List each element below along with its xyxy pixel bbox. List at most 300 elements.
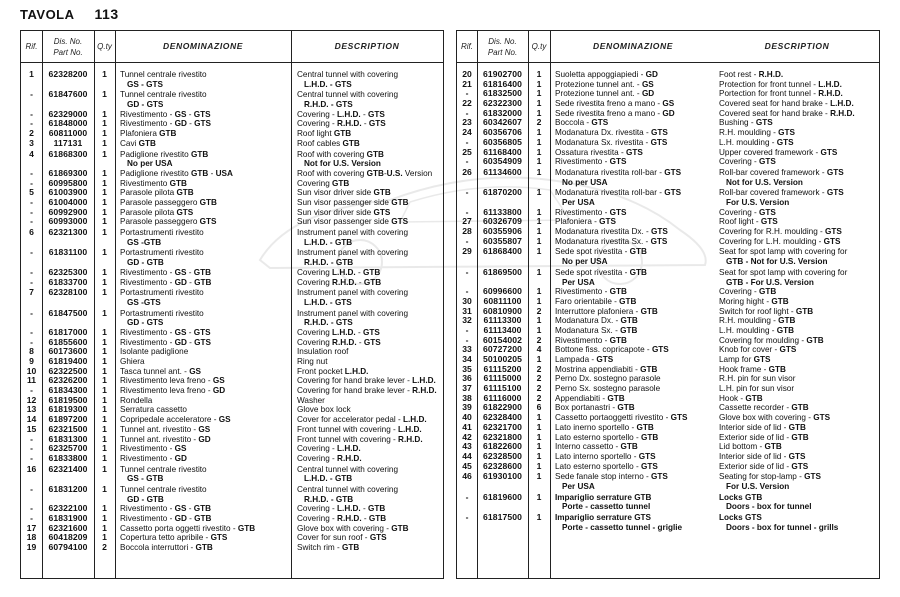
table-row bbox=[457, 513, 879, 532]
description-cell bbox=[719, 118, 773, 128]
header-dis-no: Dis. No. bbox=[488, 36, 517, 46]
denominazione-text: Impariglio serrature GTB bbox=[555, 492, 652, 502]
description-text: Covering - GTS bbox=[719, 207, 776, 217]
quantity: 1 bbox=[536, 216, 542, 227]
denominazione-note: No per USA bbox=[562, 257, 608, 267]
description-text: Glove box lock bbox=[297, 405, 351, 415]
description-text: Switch for roof light - GTB bbox=[719, 306, 814, 316]
description-cell bbox=[719, 217, 778, 227]
denominazione-text: Suoletta appoggiapiedi - GD bbox=[555, 70, 658, 79]
table-row bbox=[21, 543, 443, 553]
table-row bbox=[21, 485, 443, 504]
denominazione-cell bbox=[120, 425, 210, 435]
part-number: 62325700 bbox=[48, 443, 88, 454]
description-text: Front pocket L.H.D. bbox=[297, 366, 369, 376]
header-denominazione: DENOMINAZIONE bbox=[592, 41, 674, 51]
denominazione-cell bbox=[120, 208, 193, 218]
part-number: 61115200 bbox=[483, 363, 522, 374]
table-row bbox=[457, 168, 879, 187]
part-number: 61115100 bbox=[483, 383, 522, 394]
quantity: 1 bbox=[102, 443, 107, 454]
description-cell bbox=[297, 248, 408, 267]
denominazione-text: Rivestimento - GTS bbox=[555, 157, 627, 167]
part-number: 60356805 bbox=[482, 136, 523, 147]
part-number: 61847500 bbox=[48, 307, 88, 318]
description-cell bbox=[719, 188, 844, 207]
description-text: Covering - R.H.D. - GTB bbox=[297, 514, 387, 524]
rows-right bbox=[457, 70, 879, 532]
part-number: 60794100 bbox=[48, 542, 88, 553]
description-cell bbox=[297, 514, 386, 524]
ref-number: - bbox=[30, 336, 33, 347]
description-text: Covering for R.H. moulding - GTS bbox=[719, 227, 842, 237]
denominazione-cell bbox=[120, 415, 231, 425]
description-note: Not for U.S. Version bbox=[726, 177, 803, 187]
denominazione-text: Sede rivestita freno a mano - GS bbox=[555, 99, 675, 109]
quantity: 1 bbox=[536, 471, 542, 482]
part-number: 61930100 bbox=[482, 471, 523, 482]
description-text: Roof cables GTB bbox=[297, 138, 360, 148]
description-text: Roof light - GTS bbox=[719, 217, 778, 227]
quantity: 1 bbox=[102, 137, 107, 148]
part-number: 60356706 bbox=[482, 127, 523, 138]
denominazione-note: No per USA bbox=[562, 177, 608, 187]
description-cell bbox=[297, 454, 362, 464]
quantity: 1 bbox=[536, 286, 542, 297]
denominazione-cell bbox=[120, 485, 207, 504]
part-number: 61115000 bbox=[483, 373, 522, 384]
part-number: 62321600 bbox=[48, 522, 88, 533]
ref-number: 12 bbox=[26, 394, 37, 405]
description-note: L.H.D. - GTB bbox=[304, 237, 353, 247]
ref-number: - bbox=[30, 307, 33, 318]
quantity: 1 bbox=[102, 89, 107, 100]
ref-number: 30 bbox=[462, 295, 472, 306]
quantity: 1 bbox=[536, 107, 542, 118]
description-text: L.H. pin for sun visor bbox=[719, 384, 795, 394]
description-text: R.H. pin for sun visor bbox=[719, 374, 796, 384]
denominazione-text: Parasole passeggero GTS bbox=[120, 217, 217, 227]
denominazione-text: Copertura tetto apribile - GTS bbox=[120, 533, 228, 543]
denominazione-text: Tunnel centrale rivestito bbox=[120, 464, 207, 474]
quantity: 1 bbox=[102, 118, 107, 129]
denominazione-text: Modanatura rivestita Dx. - GTS bbox=[555, 227, 668, 237]
description-text: Interior side of lid - GTB bbox=[719, 422, 806, 432]
denominazione-cell bbox=[555, 118, 608, 128]
description-text: Exterior side of lid - GTS bbox=[719, 461, 809, 471]
quantity: 2 bbox=[536, 117, 542, 128]
ref-number: 33 bbox=[462, 344, 472, 355]
description-text: Glove box with covering - GTS bbox=[719, 413, 831, 423]
part-number: 61831200 bbox=[48, 484, 88, 494]
denominazione-cell bbox=[120, 347, 188, 357]
part-number: 61819300 bbox=[48, 404, 88, 415]
quantity: 1 bbox=[536, 127, 542, 138]
part-number: 61868400 bbox=[482, 246, 523, 257]
description-text: Covering - GTS bbox=[719, 157, 776, 167]
description-cell bbox=[719, 336, 824, 346]
quantity: 1 bbox=[102, 266, 107, 277]
description-text: Central tunnel with covering bbox=[297, 70, 399, 79]
quantity: 1 bbox=[102, 187, 107, 198]
ref-number: 16 bbox=[26, 463, 37, 474]
denominazione-cell bbox=[555, 217, 616, 227]
quantity: 2 bbox=[536, 363, 542, 374]
denominazione-text: Impariglio serrature GTS bbox=[555, 513, 652, 523]
description-text: Covering for hand brake lever - R.H.D. bbox=[297, 386, 437, 396]
description-cell bbox=[719, 237, 841, 247]
denominazione-text: Rivestimento - GD - GTB bbox=[120, 277, 212, 287]
ref-number: 6 bbox=[29, 227, 34, 238]
denominazione-cell bbox=[555, 442, 638, 452]
denominazione-cell bbox=[555, 423, 654, 433]
denominazione-cell bbox=[555, 89, 654, 99]
header-qty: Q.ty bbox=[531, 42, 547, 51]
description-text: Covering - L.H.D. - GTB bbox=[297, 504, 386, 514]
ref-number: 13 bbox=[26, 404, 37, 415]
quantity: 1 bbox=[102, 177, 107, 188]
description-cell bbox=[719, 99, 854, 109]
description-text: Sun visor driver side GTB bbox=[297, 188, 391, 198]
denominazione-text: Plafoniera GTB bbox=[120, 129, 177, 139]
denominazione-text: Boccola interruttori - GTB bbox=[120, 543, 213, 553]
quantity: 1 bbox=[536, 450, 542, 461]
table-row bbox=[21, 228, 443, 247]
denominazione-cell bbox=[555, 374, 661, 384]
denominazione-note: Per USA bbox=[562, 277, 595, 287]
ref-number: - bbox=[465, 491, 469, 502]
ref-number: 43 bbox=[462, 441, 472, 452]
ref-number: 5 bbox=[29, 187, 34, 198]
denominazione-cell bbox=[555, 462, 658, 472]
denominazione-text: Padiglione rivestito GTB - USA bbox=[120, 168, 233, 178]
description-text: Seating for stop-lamp - GTS bbox=[719, 472, 821, 482]
quantity: 1 bbox=[536, 354, 542, 364]
denominazione-cell bbox=[120, 338, 211, 348]
quantity: 2 bbox=[102, 542, 107, 553]
ref-number: - bbox=[465, 235, 469, 246]
denominazione-cell bbox=[120, 328, 211, 338]
quantity: 1 bbox=[536, 412, 542, 423]
description-cell bbox=[719, 423, 806, 433]
denominazione-note: GS -GTB bbox=[127, 237, 162, 247]
description-text: Sun visor passenger side GTS bbox=[297, 217, 409, 227]
ref-number: 36 bbox=[462, 373, 472, 384]
ref-number: 9 bbox=[29, 356, 34, 367]
denominazione-text: Rivestimento - GTB bbox=[555, 287, 627, 297]
description-cell bbox=[297, 396, 325, 406]
quantity: 1 bbox=[102, 394, 107, 405]
header-denominazione: DENOMINAZIONE bbox=[162, 41, 244, 51]
ref-number: - bbox=[30, 326, 33, 337]
part-number: 60355906 bbox=[482, 226, 523, 237]
description-cell bbox=[297, 188, 391, 198]
denominazione-text: Rivestimento - GTB bbox=[555, 335, 627, 345]
description-cell bbox=[719, 297, 789, 307]
denominazione-note: Per USA bbox=[562, 481, 595, 491]
description-note: GTB - Not for U.S. Version bbox=[726, 257, 828, 267]
denominazione-text: Ossatura rivestita - GTS bbox=[555, 147, 643, 157]
denominazione-text: Sede spot rivestita - GTB bbox=[555, 267, 647, 277]
denominazione-text: Rivestimento - GS - GTB bbox=[120, 267, 212, 277]
description-cell bbox=[297, 405, 351, 415]
denominazione-note: GS - GTB bbox=[127, 474, 164, 484]
description-cell bbox=[719, 89, 843, 99]
description-text: Moring hight - GTB bbox=[719, 296, 789, 306]
denominazione-text: Modanatura Dx. rivestita - GTS bbox=[555, 128, 668, 138]
quantity: 1 bbox=[536, 166, 542, 177]
ref-number: - bbox=[465, 512, 469, 523]
description-note: R.H.D. - GTB bbox=[304, 258, 354, 268]
ref-number: 11 bbox=[26, 375, 37, 386]
quantity: 1 bbox=[536, 295, 542, 306]
denominazione-cell bbox=[555, 316, 638, 326]
part-number: 61868300 bbox=[48, 148, 88, 159]
table-row bbox=[21, 278, 443, 288]
denominazione-text: Modanatura rivestita roll-bar - GTS bbox=[555, 188, 682, 198]
denominazione-cell bbox=[555, 70, 658, 80]
part-number: 62321400 bbox=[48, 463, 88, 474]
ref-number: 19 bbox=[26, 542, 37, 553]
table-row bbox=[21, 129, 443, 139]
description-cell bbox=[297, 110, 385, 120]
description-cell bbox=[297, 90, 398, 109]
denominazione-cell bbox=[120, 396, 152, 406]
table-row bbox=[457, 462, 879, 472]
ref-number: 34 bbox=[462, 354, 472, 364]
denominazione-cell bbox=[120, 514, 211, 524]
ref-number: - bbox=[465, 206, 469, 217]
description-cell bbox=[719, 472, 821, 491]
table-row bbox=[457, 472, 879, 491]
part-number: 61003900 bbox=[48, 187, 88, 198]
quantity: 1 bbox=[536, 78, 542, 89]
denominazione-text: Rivestimento - GD - GTB bbox=[120, 514, 212, 524]
part-number: 61822900 bbox=[482, 402, 523, 413]
ref-number: - bbox=[30, 196, 33, 207]
description-note: R.H.D. - GTS bbox=[304, 100, 353, 110]
description-cell bbox=[297, 543, 359, 553]
denominazione-note: Porte - cassetto tunnel - griglie bbox=[562, 522, 683, 532]
part-number: 61869300 bbox=[48, 167, 88, 178]
denominazione-text: Sede rivestita freno a mano - GD bbox=[555, 108, 675, 118]
ref-number: - bbox=[30, 216, 33, 227]
denominazione-cell bbox=[555, 513, 682, 532]
description-text: Covered seat for hand brake - R.H.D. bbox=[719, 108, 855, 118]
rows-left bbox=[21, 70, 443, 553]
denominazione-text: Perno Sx. sostegno parasole bbox=[555, 384, 661, 394]
denominazione-cell bbox=[120, 367, 201, 377]
ref-number: 18 bbox=[26, 532, 37, 543]
ref-number: 27 bbox=[462, 216, 472, 227]
denominazione-text: Lato interno sportello - GTS bbox=[555, 451, 656, 461]
quantity: 6 bbox=[536, 402, 542, 413]
denominazione-text: Cassetto porta oggetti rivestito - GTB bbox=[120, 523, 256, 533]
quantity: 1 bbox=[102, 128, 107, 139]
description-cell bbox=[719, 148, 837, 158]
denominazione-text: Plafoniera - GTS bbox=[555, 217, 616, 227]
description-text: Roll-bar covered framework - GTS bbox=[719, 167, 844, 177]
description-cell bbox=[719, 345, 796, 355]
quantity: 1 bbox=[536, 235, 542, 246]
ref-number: 10 bbox=[26, 365, 37, 376]
description-cell bbox=[297, 504, 385, 514]
denominazione-text: Portastrumenti rivestito bbox=[120, 308, 204, 318]
quantity: 1 bbox=[536, 206, 542, 217]
denominazione-cell bbox=[555, 297, 636, 307]
ref-number: 21 bbox=[462, 78, 472, 89]
table-row bbox=[21, 90, 443, 109]
quantity: 1 bbox=[536, 266, 542, 277]
ref-number: 39 bbox=[462, 402, 472, 413]
quantity: 1 bbox=[536, 226, 542, 237]
ref-number: - bbox=[30, 443, 33, 454]
quantity: 1 bbox=[536, 136, 542, 147]
ref-number: - bbox=[30, 452, 33, 463]
description-text: Covering for moulding - GTB bbox=[719, 335, 824, 345]
quantity: 1 bbox=[102, 503, 107, 514]
denominazione-text: Tunnel ant. rivestito - GS bbox=[120, 424, 211, 434]
part-number: 62325300 bbox=[48, 266, 88, 277]
denominazione-text: Tunnel centrale rivestito bbox=[120, 90, 207, 100]
description-text: Knob for cover - GTS bbox=[719, 345, 797, 355]
description-text: Central tunnel with covering bbox=[297, 464, 399, 474]
description-cell bbox=[719, 109, 855, 119]
denominazione-text: Rivestimento - GD bbox=[120, 453, 187, 463]
ref-number: - bbox=[30, 266, 33, 277]
denominazione-text: Rondella bbox=[120, 395, 153, 405]
description-text: Roof with covering GTB-U.S. Version bbox=[297, 168, 433, 178]
denominazione-cell bbox=[555, 365, 657, 375]
table-row bbox=[21, 465, 443, 484]
ref-number: - bbox=[30, 247, 33, 258]
part-number: 60418209 bbox=[48, 532, 88, 543]
header-description: DESCRIPTION bbox=[764, 41, 830, 51]
part-number: 61113300 bbox=[483, 315, 522, 326]
denominazione-cell bbox=[555, 268, 647, 287]
quantity: 2 bbox=[536, 334, 542, 345]
part-number: 61819600 bbox=[482, 491, 523, 502]
denominazione-text: Box portanastri - GTB bbox=[555, 403, 635, 413]
quantity: 2 bbox=[536, 305, 542, 316]
description-text: Glove box with covering - GTB bbox=[297, 523, 409, 533]
ref-number: - bbox=[30, 513, 33, 524]
ref-number: - bbox=[465, 136, 469, 147]
denominazione-text: Lato esterno sportello - GTS bbox=[555, 461, 658, 471]
description-cell bbox=[719, 394, 763, 404]
part-number: 61134600 bbox=[483, 166, 522, 177]
description-cell bbox=[297, 268, 380, 278]
denominazione-cell bbox=[555, 99, 674, 109]
table-row bbox=[457, 268, 879, 287]
part-number: 62321300 bbox=[48, 227, 88, 238]
ref-number: 17 bbox=[26, 522, 37, 533]
description-cell bbox=[719, 433, 809, 443]
denominazione-cell bbox=[120, 179, 187, 189]
quantity: 1 bbox=[102, 287, 107, 298]
part-number: 60996600 bbox=[482, 286, 523, 297]
denominazione-cell bbox=[120, 169, 233, 179]
part-number: 62321800 bbox=[482, 431, 523, 442]
denominazione-text: Rivestimento - GTS bbox=[555, 207, 627, 217]
denominazione-text: Modanatura rivestita roll-bar - GTS bbox=[555, 167, 682, 177]
table-row bbox=[21, 217, 443, 227]
description-note: R.H.D. - GTS bbox=[304, 318, 353, 328]
description-text: Central tunnel with covering bbox=[297, 90, 399, 100]
description-cell bbox=[719, 208, 776, 218]
description-text: Instrument panel with covering bbox=[297, 228, 409, 238]
denominazione-cell bbox=[120, 533, 227, 543]
description-cell bbox=[719, 268, 847, 287]
description-text: Foot rest - R.H.D. bbox=[719, 70, 784, 79]
description-cell bbox=[297, 309, 408, 328]
description-cell bbox=[719, 384, 794, 394]
denominazione-cell bbox=[555, 493, 651, 512]
part-number: 62322300 bbox=[482, 98, 523, 109]
denominazione-cell bbox=[120, 465, 207, 484]
description-text: Front tunnel with covering - R.H.D. bbox=[297, 434, 423, 444]
description-cell bbox=[297, 169, 432, 179]
denominazione-cell bbox=[120, 188, 194, 198]
description-text: Covering GTB bbox=[297, 178, 350, 188]
quantity: 1 bbox=[536, 187, 542, 198]
denominazione-text: Lampada - GTS bbox=[555, 355, 614, 364]
denominazione-text: Interno cassetto - GTB bbox=[555, 442, 638, 452]
ref-number: - bbox=[30, 385, 33, 396]
denominazione-cell bbox=[120, 119, 211, 129]
denominazione-cell bbox=[555, 227, 668, 237]
description-text: Roof with covering GTB bbox=[297, 149, 384, 159]
quantity: 1 bbox=[102, 346, 107, 357]
denominazione-text: Rivestimento - GD - GTS bbox=[120, 337, 212, 347]
denominazione-cell bbox=[120, 435, 211, 445]
table-row bbox=[457, 247, 879, 266]
denominazione-text: Padiglione rivestito GTB bbox=[120, 149, 209, 159]
quantity: 1 bbox=[536, 512, 542, 523]
quantity: 1 bbox=[102, 326, 107, 337]
description-cell bbox=[719, 316, 795, 326]
denominazione-cell bbox=[120, 386, 225, 396]
denominazione-cell bbox=[555, 345, 669, 355]
description-text: Front tunnel with covering - L.H.D. bbox=[297, 424, 422, 434]
ref-number: - bbox=[30, 89, 33, 100]
denominazione-cell bbox=[555, 188, 681, 207]
denominazione-cell bbox=[120, 268, 211, 278]
ref-number: - bbox=[465, 334, 469, 345]
part-number: 61832500 bbox=[482, 88, 523, 99]
description-text: Protection for front tunnel - L.H.D. bbox=[719, 79, 842, 89]
denominazione-cell bbox=[555, 403, 635, 413]
description-cell bbox=[297, 217, 408, 227]
part-number: 61897200 bbox=[48, 414, 88, 425]
denominazione-text: Modanatura Sx. rivestita - GTS bbox=[555, 137, 668, 147]
quantity: 1 bbox=[102, 365, 107, 376]
denominazione-cell bbox=[120, 454, 187, 464]
denominazione-text: Lato esterno sportello - GTB bbox=[555, 432, 659, 442]
ref-number: 22 bbox=[462, 98, 472, 109]
quantity: 2 bbox=[536, 383, 542, 394]
description-text: Instrument panel with covering bbox=[297, 288, 409, 298]
description-text: Switch rim - GTB bbox=[297, 543, 360, 553]
quantity: 1 bbox=[102, 276, 107, 287]
description-text: Seat for spot lamp with covering for bbox=[719, 267, 848, 277]
ref-number: 26 bbox=[462, 166, 472, 177]
denominazione-text: Rivestimento GTB bbox=[120, 178, 187, 188]
part-number: 61855600 bbox=[48, 336, 88, 347]
denominazione-text: Appendiabiti - GTB bbox=[555, 393, 625, 403]
description-text: Lid bottom - GTB bbox=[719, 442, 782, 452]
quantity: 1 bbox=[536, 431, 542, 442]
